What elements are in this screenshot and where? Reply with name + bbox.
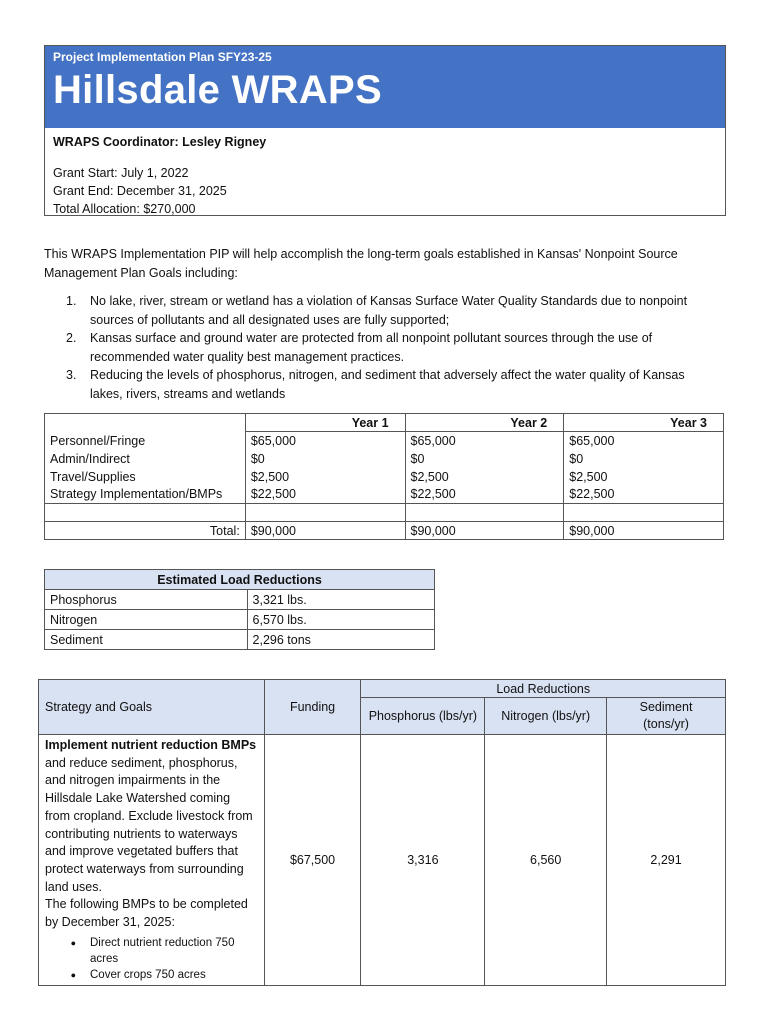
goals-list bbox=[66, 292, 716, 403]
total-value: $90,000 bbox=[245, 522, 405, 540]
bmp-item: ● Direct nutrient reduction 750 acres bbox=[70, 936, 235, 965]
budget-year-header: Year 2 bbox=[405, 414, 564, 432]
col-strategy-goals: Strategy and Goals bbox=[39, 680, 265, 735]
strategy-phosphorus: 3,316 bbox=[361, 735, 485, 986]
bmp-list bbox=[45, 935, 258, 983]
load-reductions-table bbox=[44, 569, 435, 650]
budget-table bbox=[44, 413, 724, 540]
total-value: $90,000 bbox=[564, 522, 724, 540]
grant-start: Grant Start: July 1, 2022 bbox=[53, 166, 189, 180]
budget-row: Strategy Implementation/BMPs $22,500 $22,500 $22,500 bbox=[45, 486, 724, 504]
budget-year-header: Year 1 bbox=[245, 414, 405, 432]
page-title: Hillsdale WRAPS bbox=[53, 68, 383, 112]
goal-item: 3. Reducing the levels of phosphorus, nitrogen, and sediment that adversely affect the water quality of Kansas lakes, rivers, streams and wetlands bbox=[66, 368, 685, 401]
strategy-following: The following BMPs to be completed by December 31, 2025: bbox=[45, 897, 248, 930]
goal-item: 1. No lake, river, stream or wetland has a violation of Kansas Surface Water Quality Standards due to nonpoint sources of pollutants and all designated uses are fully supported; bbox=[66, 294, 688, 327]
col-load-reductions: Load Reductions bbox=[361, 680, 726, 698]
goal-item: 2. Kansas surface and ground water are protected from all nonpoint pollutant sources through the use of recommended water quality best management practices. bbox=[66, 331, 653, 364]
plan-subtitle: Project Implementation Plan SFY23-25 bbox=[53, 50, 272, 64]
total-label: Total: bbox=[45, 522, 246, 540]
budget-header-row bbox=[45, 414, 724, 432]
budget-year-header: Year 3 bbox=[564, 414, 724, 432]
load-row: Phosphorus 3,321 lbs. bbox=[45, 590, 435, 610]
grant-info bbox=[45, 128, 725, 223]
coordinator: WRAPS Coordinator: Lesley Rigney bbox=[53, 135, 267, 149]
bmp-item: ● Cover crops 750 acres bbox=[70, 968, 206, 981]
strategy-description bbox=[39, 735, 265, 986]
total-allocation: Total Allocation: $270,000 bbox=[53, 202, 196, 216]
strategy-goal-heading: Implement nutrient reduction BMPs bbox=[45, 738, 257, 752]
load-reductions-title: Estimated Load Reductions bbox=[45, 570, 435, 590]
total-value: $90,000 bbox=[405, 522, 564, 540]
col-nitrogen: Nitrogen (lbs/yr) bbox=[485, 698, 607, 735]
budget-row: Personnel/Fringe $65,000 $65,000 $65,000 bbox=[45, 432, 724, 450]
load-row: Nitrogen 6,570 lbs. bbox=[45, 610, 435, 630]
intro-paragraph: This WRAPS Implementation PIP will help accomplish the long-term goals established in Kansas' Nonpoint Source Management Plan Goals including: bbox=[44, 247, 678, 280]
plan-header bbox=[44, 45, 726, 216]
strategy-table bbox=[38, 679, 726, 986]
budget-blank-row bbox=[45, 504, 724, 522]
budget-row: Admin/Indirect $0 $0 $0 bbox=[45, 450, 724, 468]
budget-row: Travel/Supplies $2,500 $2,500 $2,500 bbox=[45, 468, 724, 486]
strategy-row bbox=[39, 735, 726, 986]
strategy-goal-text: and reduce sediment, phosphorus, and nitrogen impairments in the Hillsdale Lake Watershed coming from cropland. Exclude livestock from contributing nutrients to waterways and improve vegetated buffers that protect waterways from surrounding land uses. bbox=[45, 755, 253, 894]
header-banner bbox=[45, 46, 725, 128]
strategy-funding: $67,500 bbox=[264, 735, 361, 986]
grant-end: Grant End: December 31, 2025 bbox=[53, 184, 227, 198]
col-sediment: Sediment (tons/yr) bbox=[607, 698, 726, 735]
strategy-sediment: 2,291 bbox=[607, 735, 726, 986]
col-phosphorus: Phosphorus (lbs/yr) bbox=[361, 698, 485, 735]
budget-total-row bbox=[45, 522, 724, 540]
col-funding: Funding bbox=[264, 680, 361, 735]
strategy-nitrogen: 6,560 bbox=[485, 735, 607, 986]
load-row: Sediment 2,296 tons bbox=[45, 630, 435, 650]
